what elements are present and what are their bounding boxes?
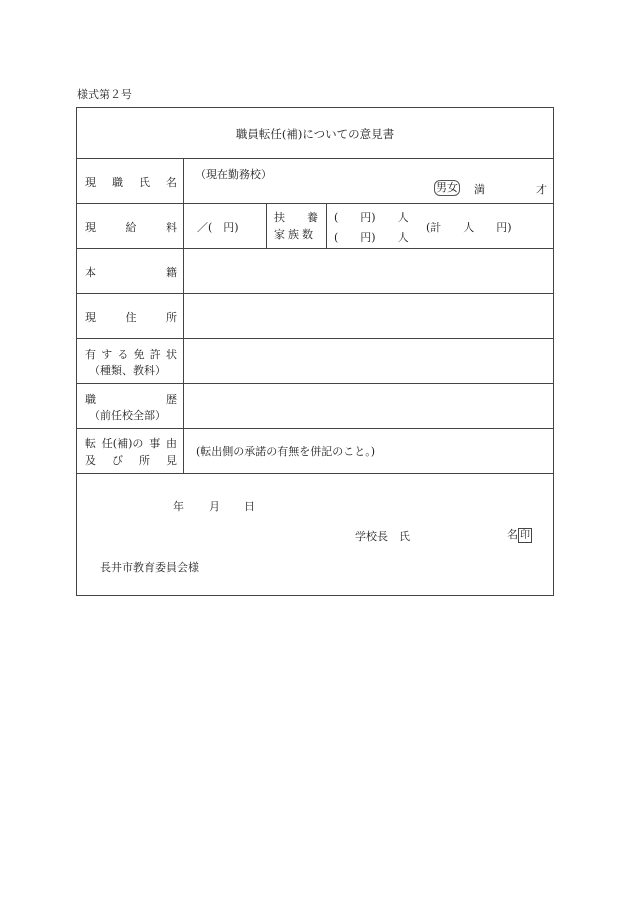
row-divider [77,428,553,429]
dependents-line-1: ( 円) 人 [334,211,409,224]
row-divider [77,338,553,339]
age-prefix: 満 [474,183,485,196]
seal-stamp-icon: 印 [520,529,530,541]
reason-label-top: 転 任(補)の 事 由 [85,437,177,450]
date-month: 月 [209,500,220,513]
license-label: 有 す る 免 許 状 [85,348,177,361]
reason-label-bottom: 及 び 所 見 [85,454,177,467]
principal-label: 学校長 氏 [355,530,410,543]
career-label: 職 歴 [85,393,177,406]
signature-area [507,526,532,543]
salary-label: 現 給 料 [85,221,177,234]
name-char: 名 [507,528,518,541]
domicile-label: 本 籍 [85,266,177,279]
dependents-label-bottom: 家族数 [274,228,316,241]
date-year: 年 [173,500,184,513]
dependents-line-2: ( 円) 人 [334,231,409,244]
sex-male-option[interactable]: 男女 [436,181,458,194]
row-divider [77,293,553,294]
date-day: 日 [244,500,255,513]
dependents-total: (計 人 円) [426,221,512,234]
form-number: 様式第２号 [77,88,132,101]
career-sub-label: （前任校全部） [89,409,166,422]
salary-value: ／( 円) [197,221,239,234]
row-divider [77,248,553,249]
row-divider [77,383,553,384]
reason-note: (転出側の承諾の有無を併記のこと。) [196,445,376,458]
opinion-form [76,107,554,596]
row-divider [77,473,553,474]
address-label: 現 住 所 [85,311,177,324]
label-column-divider [183,158,184,473]
dependents-label-top: 扶 養 [274,211,318,224]
current-school-note: （現在勤務校） [195,168,272,181]
salary-divider [266,203,267,248]
form-title: 職員転任(補)についての意見書 [235,127,395,141]
license-sub-label: （種類、教科） [89,364,166,377]
current-name-label: 現 職 氏 名 [85,176,177,189]
row-divider [77,158,553,159]
sex-selector[interactable] [434,180,460,196]
dependents-divider [326,203,327,248]
addressee: 長井市教育委員会様 [100,561,199,574]
row-divider [77,203,553,204]
age-suffix: 才 [536,183,547,196]
